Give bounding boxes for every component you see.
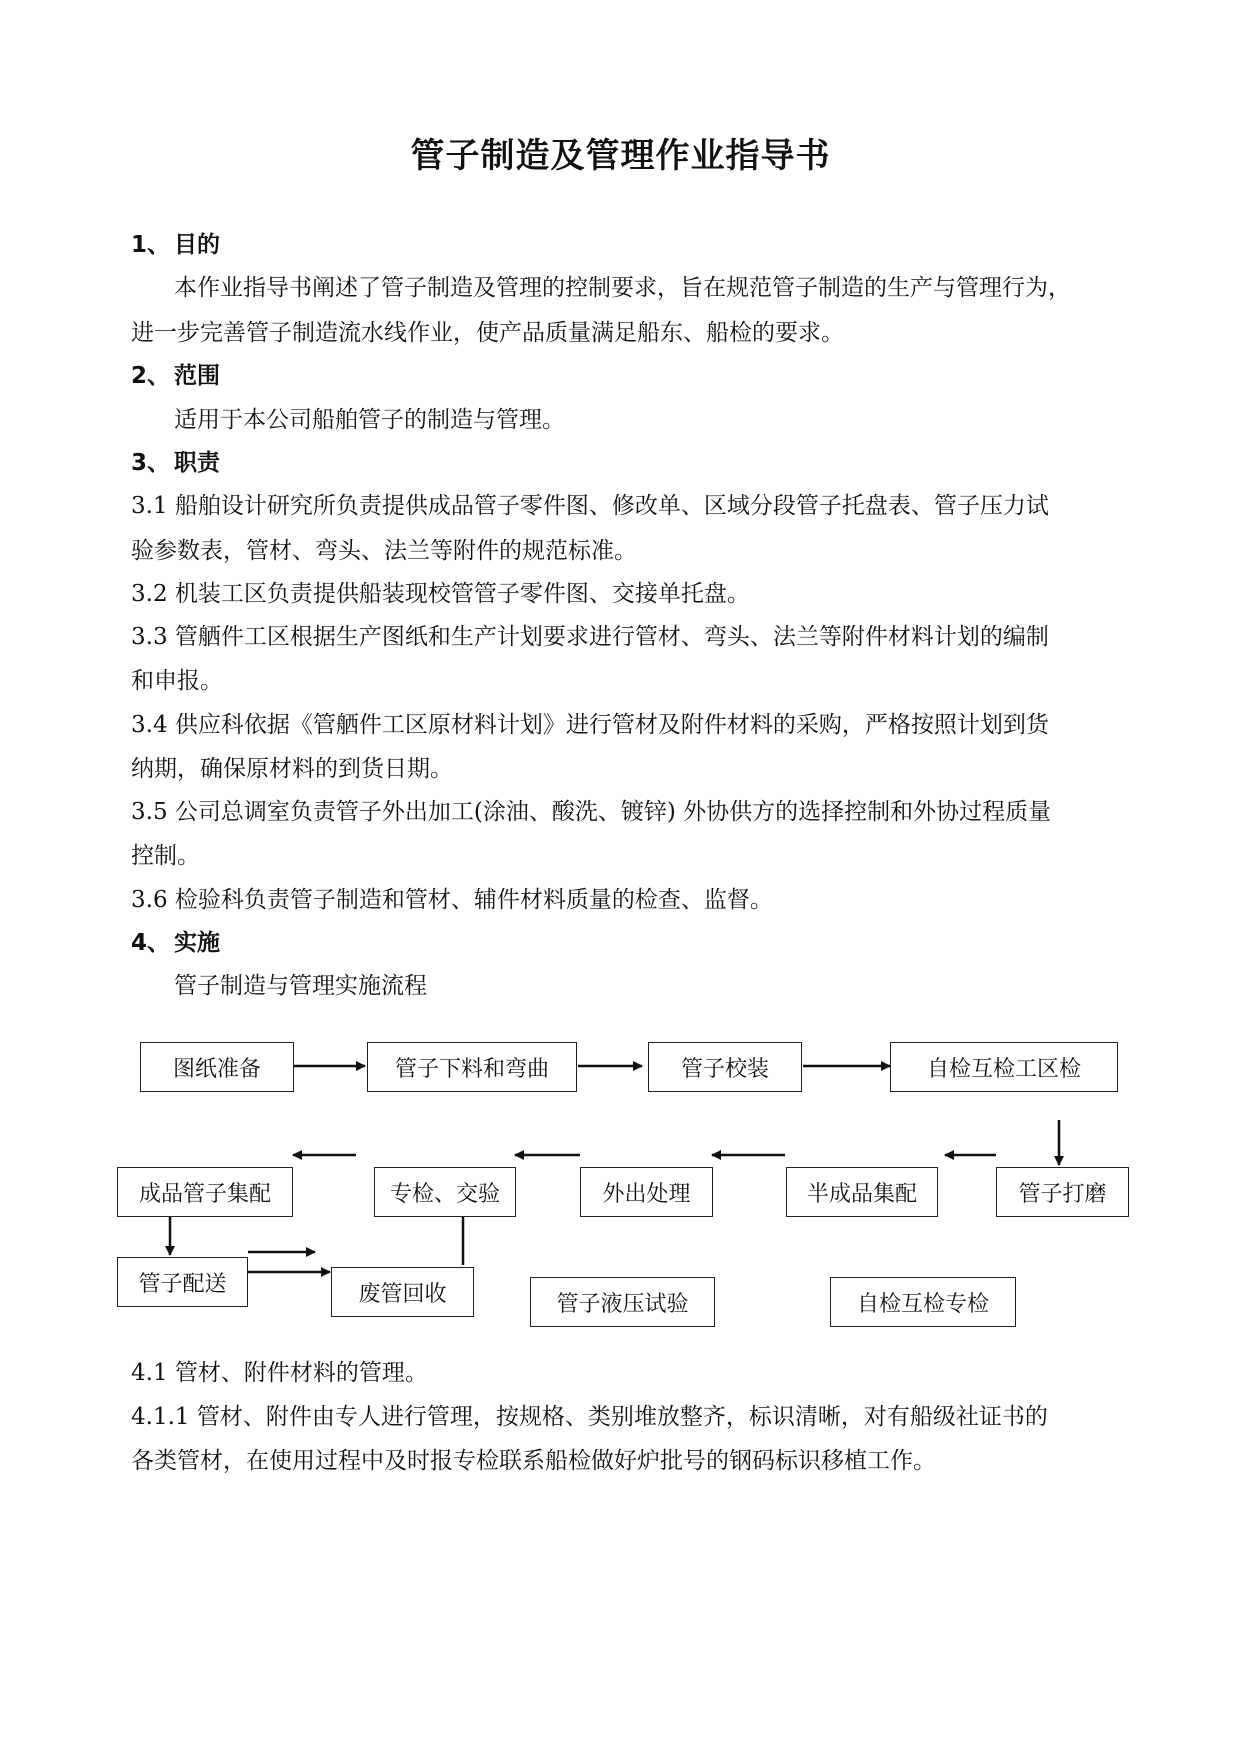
flow-node-finished-assembly: 成品管子集配 — [117, 1167, 293, 1217]
flow-node-drawings: 图纸准备 — [140, 1042, 294, 1092]
flow-caption: 管子制造与管理实施流程 — [174, 973, 427, 999]
paragraph: 适用于本公司船舶管子的制造与管理。 — [174, 407, 565, 433]
list-item-cont: 控制。 — [131, 843, 200, 869]
list-item: 3.1 船舶设计研究所负责提供成品管子零件图、修改单、区域分段管子托盘表、管子压力试 — [131, 493, 1049, 519]
list-item: 3.3 管舾件工区根据生产图纸和生产计划要求进行管材、弯头、法兰等附件材料计划的编制 — [131, 624, 1049, 650]
section-title: 职责 — [174, 450, 220, 476]
paragraph: 进一步完善管子制造流水线作业，使产品质量满足船东、船检的要求。 — [131, 320, 844, 346]
flow-node-self-check-special: 自检互检专检 — [830, 1277, 1016, 1327]
list-item-cont: 各类管材，在使用过程中及时报专检联系船检做好炉批号的钢码标识移植工作。 — [131, 1448, 936, 1474]
list-item: 3.4 供应科依据《管舾件工区原材料计划》进行管材及附件材料的采购，严格按照计划到货 — [131, 712, 1049, 738]
flow-node-cutting: 管子下料和弯曲 — [367, 1042, 577, 1092]
section-2-heading — [131, 361, 220, 391]
list-item: 4.1.1 管材、附件由专人进行管理，按规格、类别堆放整齐，标识清晰，对有船级社证书的 — [131, 1404, 1048, 1430]
flow-node-outsourcing: 外出处理 — [580, 1167, 713, 1217]
list-item-cont: 和申报。 — [131, 668, 223, 694]
section-title: 实施 — [174, 930, 220, 956]
list-item: 3.5 公司总调室负责管子外出加工(涂油、酸洗、镀锌) 外协供方的选择控制和外协过程质量 — [131, 799, 1052, 825]
section-4-heading — [131, 928, 220, 958]
flow-node-delivery: 管子配送 — [117, 1257, 248, 1307]
section-title: 目的 — [174, 232, 220, 258]
flow-node-grinding: 管子打磨 — [996, 1167, 1129, 1217]
paragraph: 本作业指导书阐述了管子制造及管理的控制要求，旨在规范管子制造的生产与管理行为， — [174, 275, 1071, 301]
flow-node-semi-assembly: 半成品集配 — [786, 1167, 938, 1217]
list-item: 3.2 机装工区负责提供船装现校管管子零件图、交接单托盘。 — [131, 581, 750, 607]
section-number: 2、 — [131, 363, 171, 389]
document-title: 管子制造及管理作业指导书 — [410, 136, 831, 176]
subsection-heading: 4.1 管材、附件材料的管理。 — [131, 1360, 428, 1386]
flow-node-self-check-area: 自检互检工区检 — [890, 1042, 1118, 1092]
flow-node-scrap: 废管回收 — [331, 1267, 474, 1317]
section-number: 4、 — [131, 930, 171, 956]
section-1-heading — [131, 230, 220, 260]
section-title: 范围 — [174, 363, 220, 389]
flow-node-hydro-test: 管子液压试验 — [530, 1277, 715, 1327]
list-item-cont: 纳期，确保原材料的到货日期。 — [131, 756, 453, 782]
list-item-cont: 验参数表，管材、弯头、法兰等附件的规范标准。 — [131, 538, 637, 564]
section-number: 3、 — [131, 450, 171, 476]
flow-node-inspection: 专检、交验 — [374, 1167, 516, 1217]
section-number: 1、 — [131, 232, 171, 258]
list-item: 3.6 检验科负责管子制造和管材、辅件材料质量的检查、监督。 — [131, 887, 773, 913]
section-3-heading — [131, 448, 220, 478]
flow-node-alignment: 管子校装 — [648, 1042, 802, 1092]
